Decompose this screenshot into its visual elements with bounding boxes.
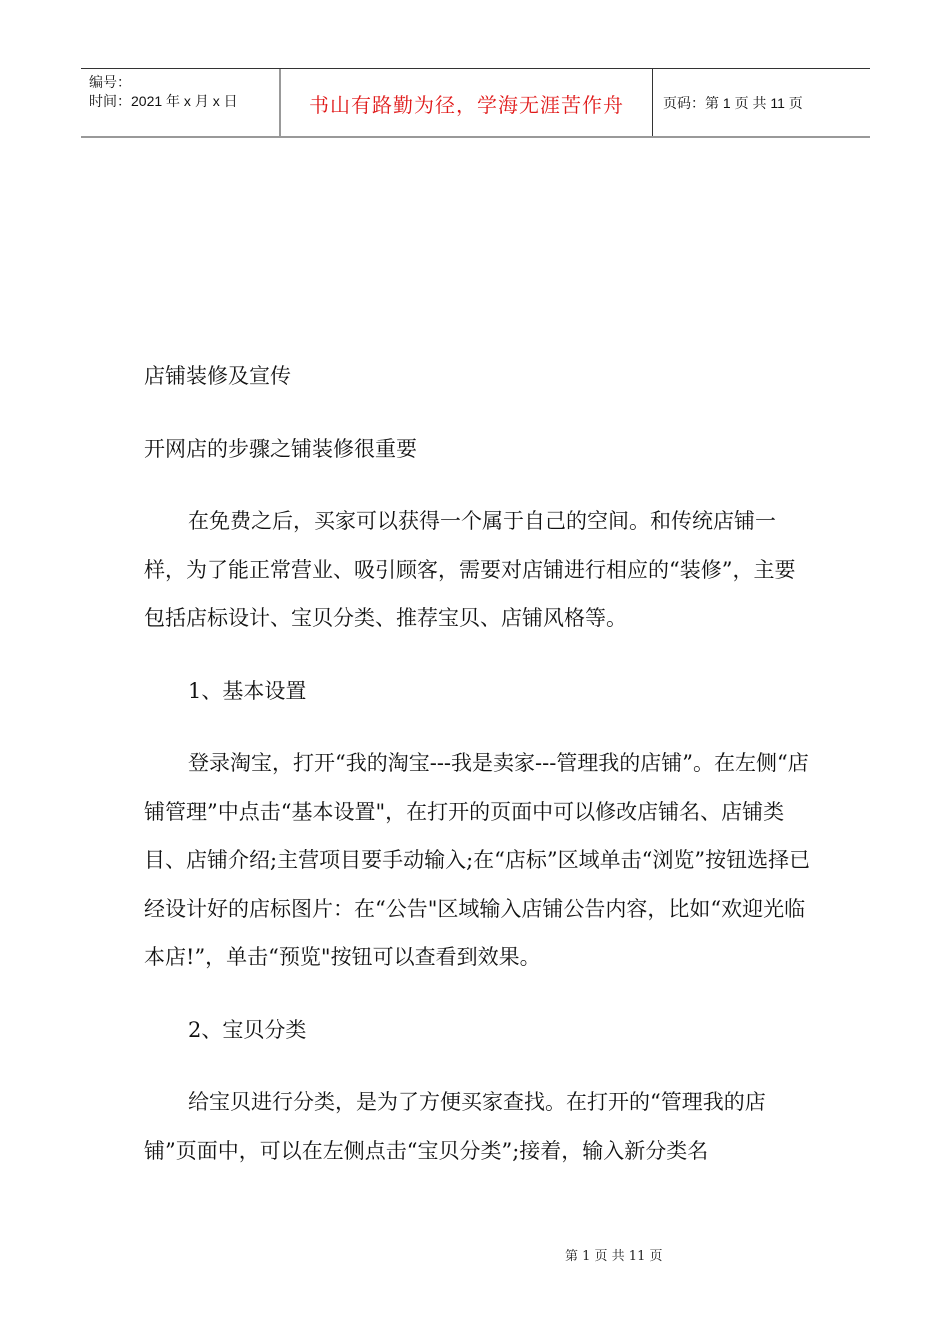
section-heading-basic-settings: 1、基本设置 — [188, 678, 307, 703]
document-body — [144, 352, 814, 1175]
document-subtitle: 开网店的步骤之铺装修很重要 — [144, 436, 417, 461]
number-label: 编号： — [89, 74, 131, 90]
page-footer: 第 1 页 共 11 页 — [565, 1249, 663, 1264]
document-header-table — [81, 68, 870, 138]
header-page-info: 页码：第 1 页 共 11 页 — [663, 94, 803, 111]
paragraph-intro: 在免费之后，买家可以获得一个属于自己的空间。和传统店铺一样，为了能正常营业、吸引顾客，需要对店铺进行相应的“装修”，主要包括店标设计、宝贝分类、推荐宝贝、店铺风格等。 — [144, 509, 796, 630]
paragraph-item-categories: 给宝贝进行分类，是为了方便买家查找。在打开的“管理我的店铺”页面中，可以在左侧点击“宝贝分类”;接着，输入新分类名 — [144, 1090, 766, 1163]
header-meta-cell — [81, 69, 281, 136]
paragraph-basic-settings: 登录淘宝，打开“我的淘宝---我是卖家---管理我的店铺”。在左侧“店铺管理”中点击“基本设置"，在打开的页面中可以修改店铺名、店铺类目、店铺介绍;主营项目要手动输入;在“店标”区域单击“浏览”按钮选择已经设计好的店标图片：在“公告"区域输入店铺公告内容，比如“欢迎光临本店!”，单击“预览"按钮可以查看到效果。 — [144, 751, 811, 969]
header-motto: 书山有路勤为径，学海无涯苦作舟 — [281, 69, 653, 136]
time-label: 时间：2021 年 x 月 x 日 — [89, 93, 238, 109]
section-heading-item-categories: 2、宝贝分类 — [188, 1017, 307, 1042]
document-title: 店铺装修及宣传 — [144, 364, 291, 388]
